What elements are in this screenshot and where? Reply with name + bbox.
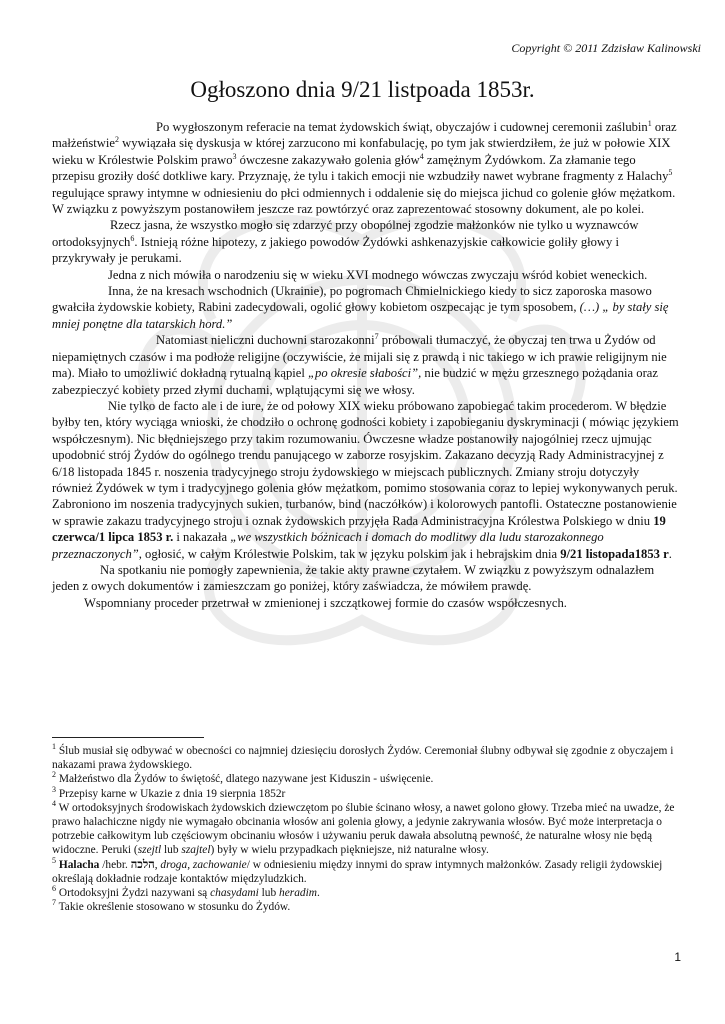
footnote-3: $^3$ Przepisy karne w Ukazie z dnia 19 sierpnia 1852r [52, 784, 286, 800]
page-number: 1 [674, 950, 681, 964]
paragraph-1: Po wygłoszonym referacie na temat żydowskich świąt, obyczajów i cudownej ceremonii zaślubin$^1$ oraz małżeństwie$^2$ wywiązała się dyskusja w której zarzucono mi konfabulację, po tym jak stwierdziłem, że już w połowie XIX wieku w Królestwie Polskim prawo$^3$ ówczesne zakazywało golenia głów$^4$ zamężnym Żydówkom. Za złamanie tego przepisu groziły dość dotkliwe kary. Przyznaję, że tylu i takich emocji nie wzbudziły nawet wybrane fragmenty z Halachy$^5$ regulujące sprawy intymne w odniesieniu do płci odmiennych i oddalenie się do miejsca jichud co golenie głów mężatkom. W związku z powyższym postanowiłem jeszcze raz powtórzyć oraz zaprezentować stosowny dokument, ale po kolei. [52, 118, 677, 217]
paragraph-4: Inna, że na kresach wschodnich (Ukrainie), po pogromach Chmielnickiego kiedy to sicz zaporoska masowo gwałciła żydowskie kobiety, Rabini zadecydowali, ogolić głowy kobietom oszpecając je tym sposobem, (…) „ by stały się mniej ponętne dla tatarskich hord.” [52, 284, 669, 331]
footnotes [52, 744, 680, 914]
bold-date: 9/21 listopada1853 r [560, 546, 669, 561]
footnote-ref-3: 3 [232, 151, 237, 161]
footnote-ref-5: 5 [668, 168, 673, 178]
footnote-ref-2: 2 [114, 135, 119, 145]
quote-text: „po okresie słabości”, [308, 366, 422, 381]
footnote-4: $^4$ W ortodoksyjnych środowiskach żydowskich dziewczętom po ślubie ścinano włosy, a nawet golono głowy. Trzeba mieć na uwadze, że prawo halachiczne nigdy nie wymagało obcinania włosów ani golenia głowy, a jedynie zakrywania włosów. Być może interpretacja o potrzebie całkowitym lub częściowym obcinaniu włosów i używaniu peruk dawała absolutną pewność, że naturalne włosy nie będą widoczne. Peruki (szejtl lub szajtel) były w wielu przypadkach piękniejsze, niż naturalne włosy. [52, 799, 675, 857]
quote-text: (…) „ by stały się mniej ponętne dla tatarskich hord.” [52, 300, 669, 331]
footnote-ref-4: 4 [419, 151, 424, 161]
footnote-ref-1: 1 [647, 118, 652, 128]
footnote-ref-7: 7 [374, 332, 379, 342]
footnote-divider [52, 737, 204, 738]
hebrew-word: הלכה [130, 858, 155, 871]
paragraph-6: Nie tylko de facto ale i de iure, że od połowy XIX wieku próbowano zapobiegać takim procederom. W błędzie byłby ten, który wyciąga wnioski, że chodziło o ochronę godności kobiety i zapobieganiu dyskryminacji ( mówiąc językiem współczesnym). Nic błędniejszego przy takim rozumowaniu. Ówczesne władze postanowiły najogólniej rzecz ujmując upodobnić strój Żydów do ogólnego trendu panującego w zaborze rosyjskim. Zakazano decyzją Rady Administracyjnej z 6/18 listopada 1845 r. noszenia tradycyjnego stroju żydowskiego w miejscach publicznych. Zmiany stroju dotyczyły również Żydówek w tym i tradycyjnego golenia głów mężatkom, pomimo stosowania coraz to lepiej wykonywanych peruk. Zabroniono im noszenia tradycyjnych sukien, turbanów, bind (naczółków) i kolorowych pantofli. Ostateczne postanowienie w sprawie zakazu tradycyjnego stroju i oznak żydowskich przyjęła Rada Administracyjna Królestwa Polskiego w dniu 19 czerwca/1 lipca 1853 r. i nakazała „we wszystkich bóżnicach i domach do modlitwy dla ludu starozakonnego przeznaczonych”, ogłosić, w całym Królestwie Polskim, tak w języku polskim jak i hebrajskim dnia 9/21 listopada1853 r. [52, 398, 679, 561]
page-title: Ogłoszono dnia 9/21 listpoada 1853r. [190, 77, 535, 102]
footnote-7: $^7$ Takie określenie stosowano w stosunku do Żydów. [52, 898, 291, 914]
footnote-5: $^5$ Halacha /hebr. הלכה, droga, zachowanie/ w odniesieniu między innymi do spraw intymnych małżonków. Zasady religii żydowskiej określają dokładnie rodzaje kontaktów międzyludzkich. [52, 855, 663, 885]
bold-date: 19 czerwca/1 lipca 1853 r. [52, 513, 666, 545]
footnote-6: $^6$ Ortodoksyjni Żydzi nazywani są chasydami lub heradim. [52, 884, 320, 900]
paragraph-3: Jedna z nich mówiła o narodzeniu się w wieku XVI modnego wówczas zwyczaju wśród kobiet weneckich. [108, 267, 648, 282]
quote-text: „we wszystkich bóżnicach i domach do modlitwy dla ludu starozakonnego przeznaczonych” [52, 530, 604, 561]
footnote-2: $^2$ Małżeństwo dla Żydów to świętość, dlatego nazywane jest Kiduszin - uświęcenie. [52, 770, 434, 786]
paragraph-5: Natomiast nieliczni duchowni starozakonni$^7$ próbowali tłumaczyć, że obyczaj ten trwa u Żydów od niepamiętnych czasów i ma podłoże religijne (oczywiście, że mijali się z prawdą i nic takiego w ich prawie religijnym nie ma). Miało to umożliwić dokładną rytualną kąpiel „po okresie słabości”, nie budzić w mężu grzesznego pożądania oraz zabezpieczyć kobiety przed złymi duchami, wplątującymi się we włosy. [52, 332, 667, 397]
paragraph-2: Rzecz jasna, że wszystko mogło się zdarzyć przy obopólnej zgodzie małżonków nie tylko u wyznawców ortodoksyjnych$^6$. Istnieją różne hipotezy, z jakiego powodów Żydówki ashkenazyjskie całkowicie goliły głowy i przykrywały je perukami. [52, 218, 639, 266]
footnote-1: $^1$ Ślub musiał się odbywać w obecności co najmniej dziesięciu dorosłych Żydów. Ceremoniał ślubny odbywał się zgodnie z obyczajem i nakazami prawa żydowskiego. [52, 742, 674, 772]
article-body [52, 119, 680, 611]
footnote-ref-6: 6 [130, 233, 135, 243]
paragraph-7: Na spotkaniu nie pomogły zapewnienia, że takie akty prawne czytałem. W związku z powyższym odnalazłem jeden z owych dokumentów i zamieszczam go poniżej, który zaświadcza, że mówiłem prawdę. [52, 562, 655, 594]
paragraph-8: Wspomniany proceder przetrwał w zmienionej i szczątkowej formie do czasów współczesnych. [84, 595, 567, 610]
copyright-header: Copyright © 2011 Zdzisław Kalinowski [511, 41, 701, 55]
